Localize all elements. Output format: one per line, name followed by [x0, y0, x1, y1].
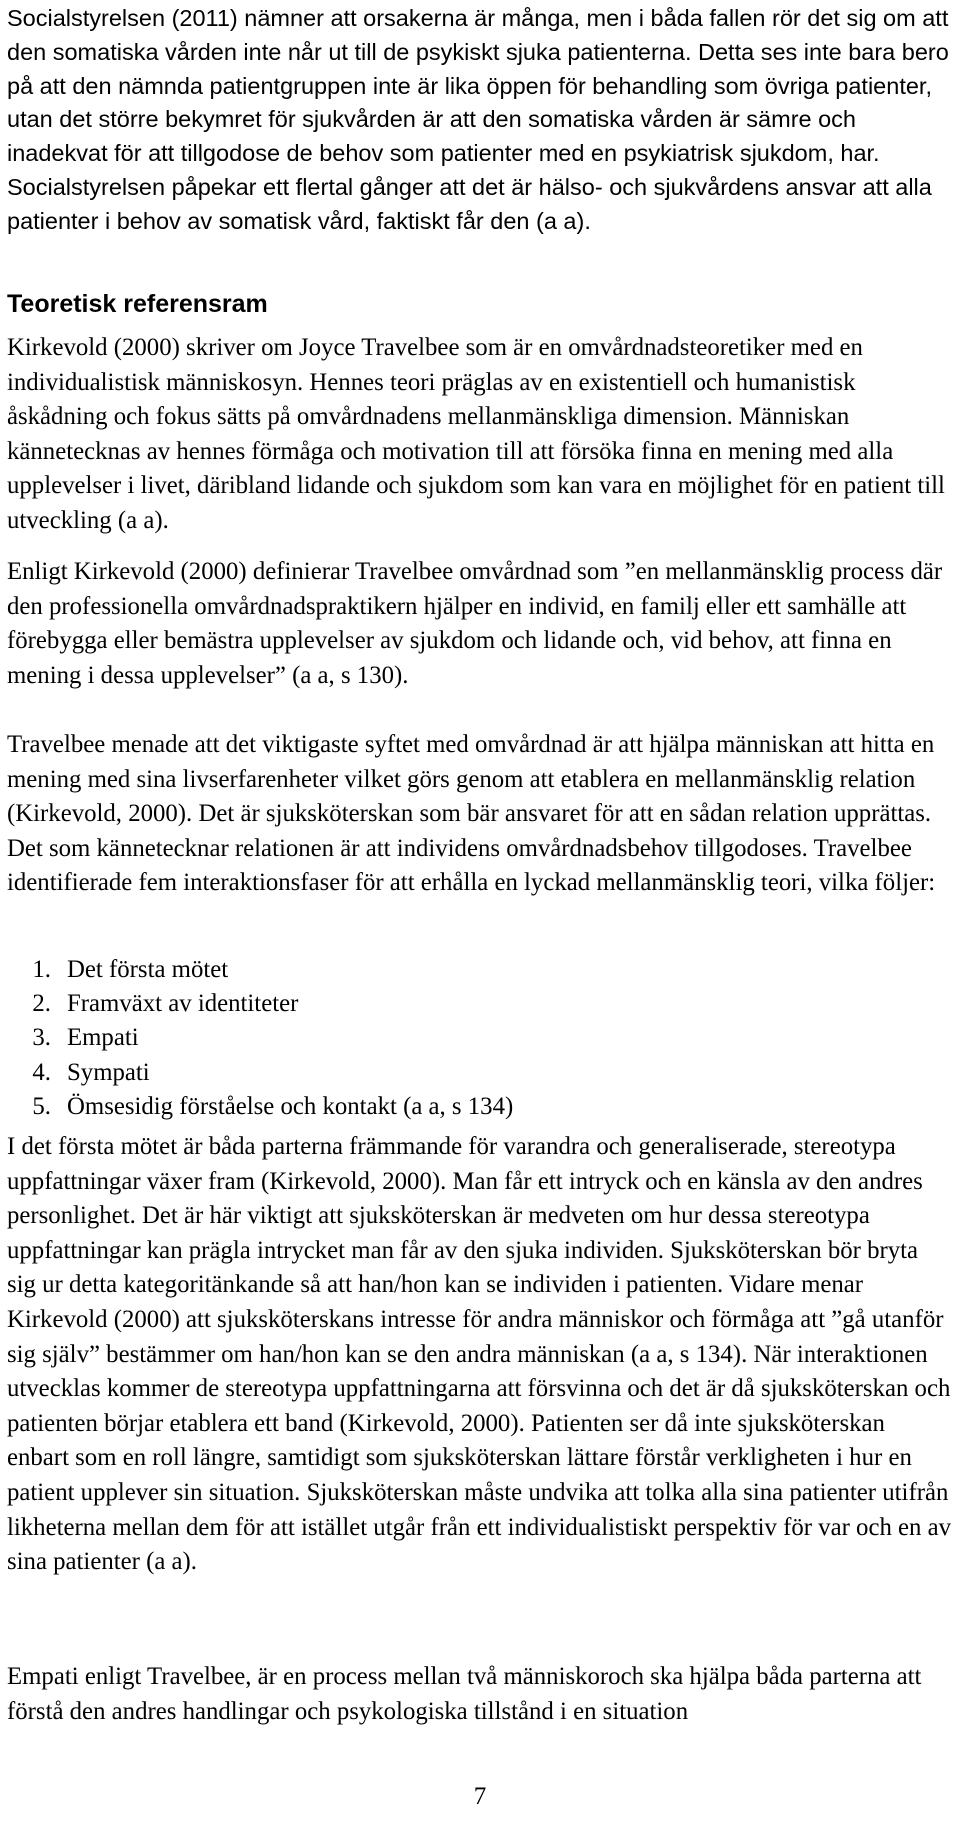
- list-item: [7, 987, 513, 1021]
- list-item-number: 5.: [32, 1092, 51, 1120]
- intro-paragraph: Socialstyrelsen (2011) nämner att orsakerna är många, men i båda fallen rör det sig om att den somatiska vården inte når ut till de psykiskt sjuka patienterna. Detta ses inte bara bero på att den nämnda patientgruppen inte är lika öppen för behandling som övriga patienter, utan det större bekymret för sjukvården är att den somatiska vården är sämre och inadekvat för att tillgodose de behov som patienter med en psykiatrisk sjukdom, har. Socialstyrelsen påpekar ett flertal gånger att det är hälso- och sjukvårdens ansvar att alla patienter i behov av somatisk vård, faktiskt får den (a a).: [7, 5, 949, 234]
- list-item: [7, 1090, 513, 1124]
- list-item-text: Sympati: [67, 1058, 150, 1086]
- body-paragraph: Kirkevold (2000) skriver om Joyce Travelbee som är en omvårdnadsteoretiker med en individualistisk människosyn. Hennes teori präglas av en existentiell och humanistisk åskådning och fokus sätts på omvårdnadens mellanmänskliga dimension. Människan kännetecknas av hennes förmåga och motivation till att försöka finna en mening med alla upplevelser i livet, däribland lidande och sjukdom som kan vara en möjlighet för en patient till utveckling (a a).: [7, 334, 945, 534]
- list-item-text: Empati: [67, 1024, 139, 1052]
- list-item: [7, 1056, 513, 1090]
- page-number: 7: [473, 1783, 487, 1810]
- interaction-phases-list: [7, 953, 513, 1124]
- list-item-text: Framväxt av identiteter: [67, 990, 299, 1018]
- body-paragraph: Enligt Kirkevold (2000) definierar Travelbee omvårdnad som ”en mellanmänsklig process där den professionella omvårdnadspraktikern hjälper en individ, en familj eller ett samhälle att förebygga eller bemästra upplevelser av sjukdom och lidande och, vid behov, att finna en mening i dessa upplevelser” (a a, s 130).: [7, 558, 943, 689]
- list-item-number: 4.: [32, 1058, 51, 1086]
- body-paragraph: I det första mötet är båda parterna främmande för varandra och generaliserade, stereotypa uppfattningar växer fram (Kirkevold, 2000). Man får ett intryck och en känsla av den andres personlighet. Det är här viktigt att sjuksköterskan är medveten om hur dessa stereotypa uppfattningar kan prägla intrycket man får av den sjuka individen. Sjuksköterskan bör bryta sig ur detta kategoritänkande så att han/hon kan se individen i patienten. Vidare menar Kirkevold (2000) att sjuksköterskans intresse för andra människor och förmåga att ”gå utanför sig själv” bestämmer om han/hon kan se den andra människan (a a, s 134). När interaktionen utvecklas kommer de stereotypa uppfattningarna att försvinna och det är då sjuksköterskan och patienten börjar etablera ett band (Kirkevold, 2000). Patienten ser då inte sjuksköterskan enbart som en roll längre, samtidigt som sjuksköterskan lättare förstår verkligheten i hur en patient upplever sin situation. Sjuksköterskan måste undvika att tolka alla sina patienter utifrån likheterna mellan dem för att istället utgår från ett individualistiskt perspektiv för var och en av sina patienter (a a).: [7, 1133, 952, 1576]
- list-item-text: Det första mötet: [67, 956, 229, 983]
- list-item-text: Ömsesidig förståelse och kontakt (a a, s 134): [67, 1092, 514, 1120]
- body-paragraph: Empati enligt Travelbee, är en process mellan två människoroch ska hjälpa båda parterna att förstå den andres handlingar och psykologiska tillstånd i en situation: [7, 1663, 922, 1725]
- list-item-number: 2.: [32, 990, 51, 1018]
- list-item-number: 1.: [32, 956, 51, 983]
- list-item-number: 3.: [32, 1024, 51, 1052]
- body-paragraph: Travelbee menade att det viktigaste syftet med omvårdnad är att hjälpa människan att hitta en mening med sina livserfarenheter vilket görs genom att etablera en mellanmänsklig relation (Kirkevold, 2000). Det är sjuksköterskan som bär ansvaret för att en sådan relation upprättas. Det som kännetecknar relationen är att individens omvårdnadsbehov tillgodoses. Travelbee identifierade fem interaktionsfaser för att erhålla en lyckad mellanmänsklig teori, vilka följer:: [7, 731, 936, 897]
- section-heading: Teoretisk referensram: [7, 290, 268, 318]
- list-item: [7, 953, 513, 987]
- list-item: [7, 1021, 513, 1055]
